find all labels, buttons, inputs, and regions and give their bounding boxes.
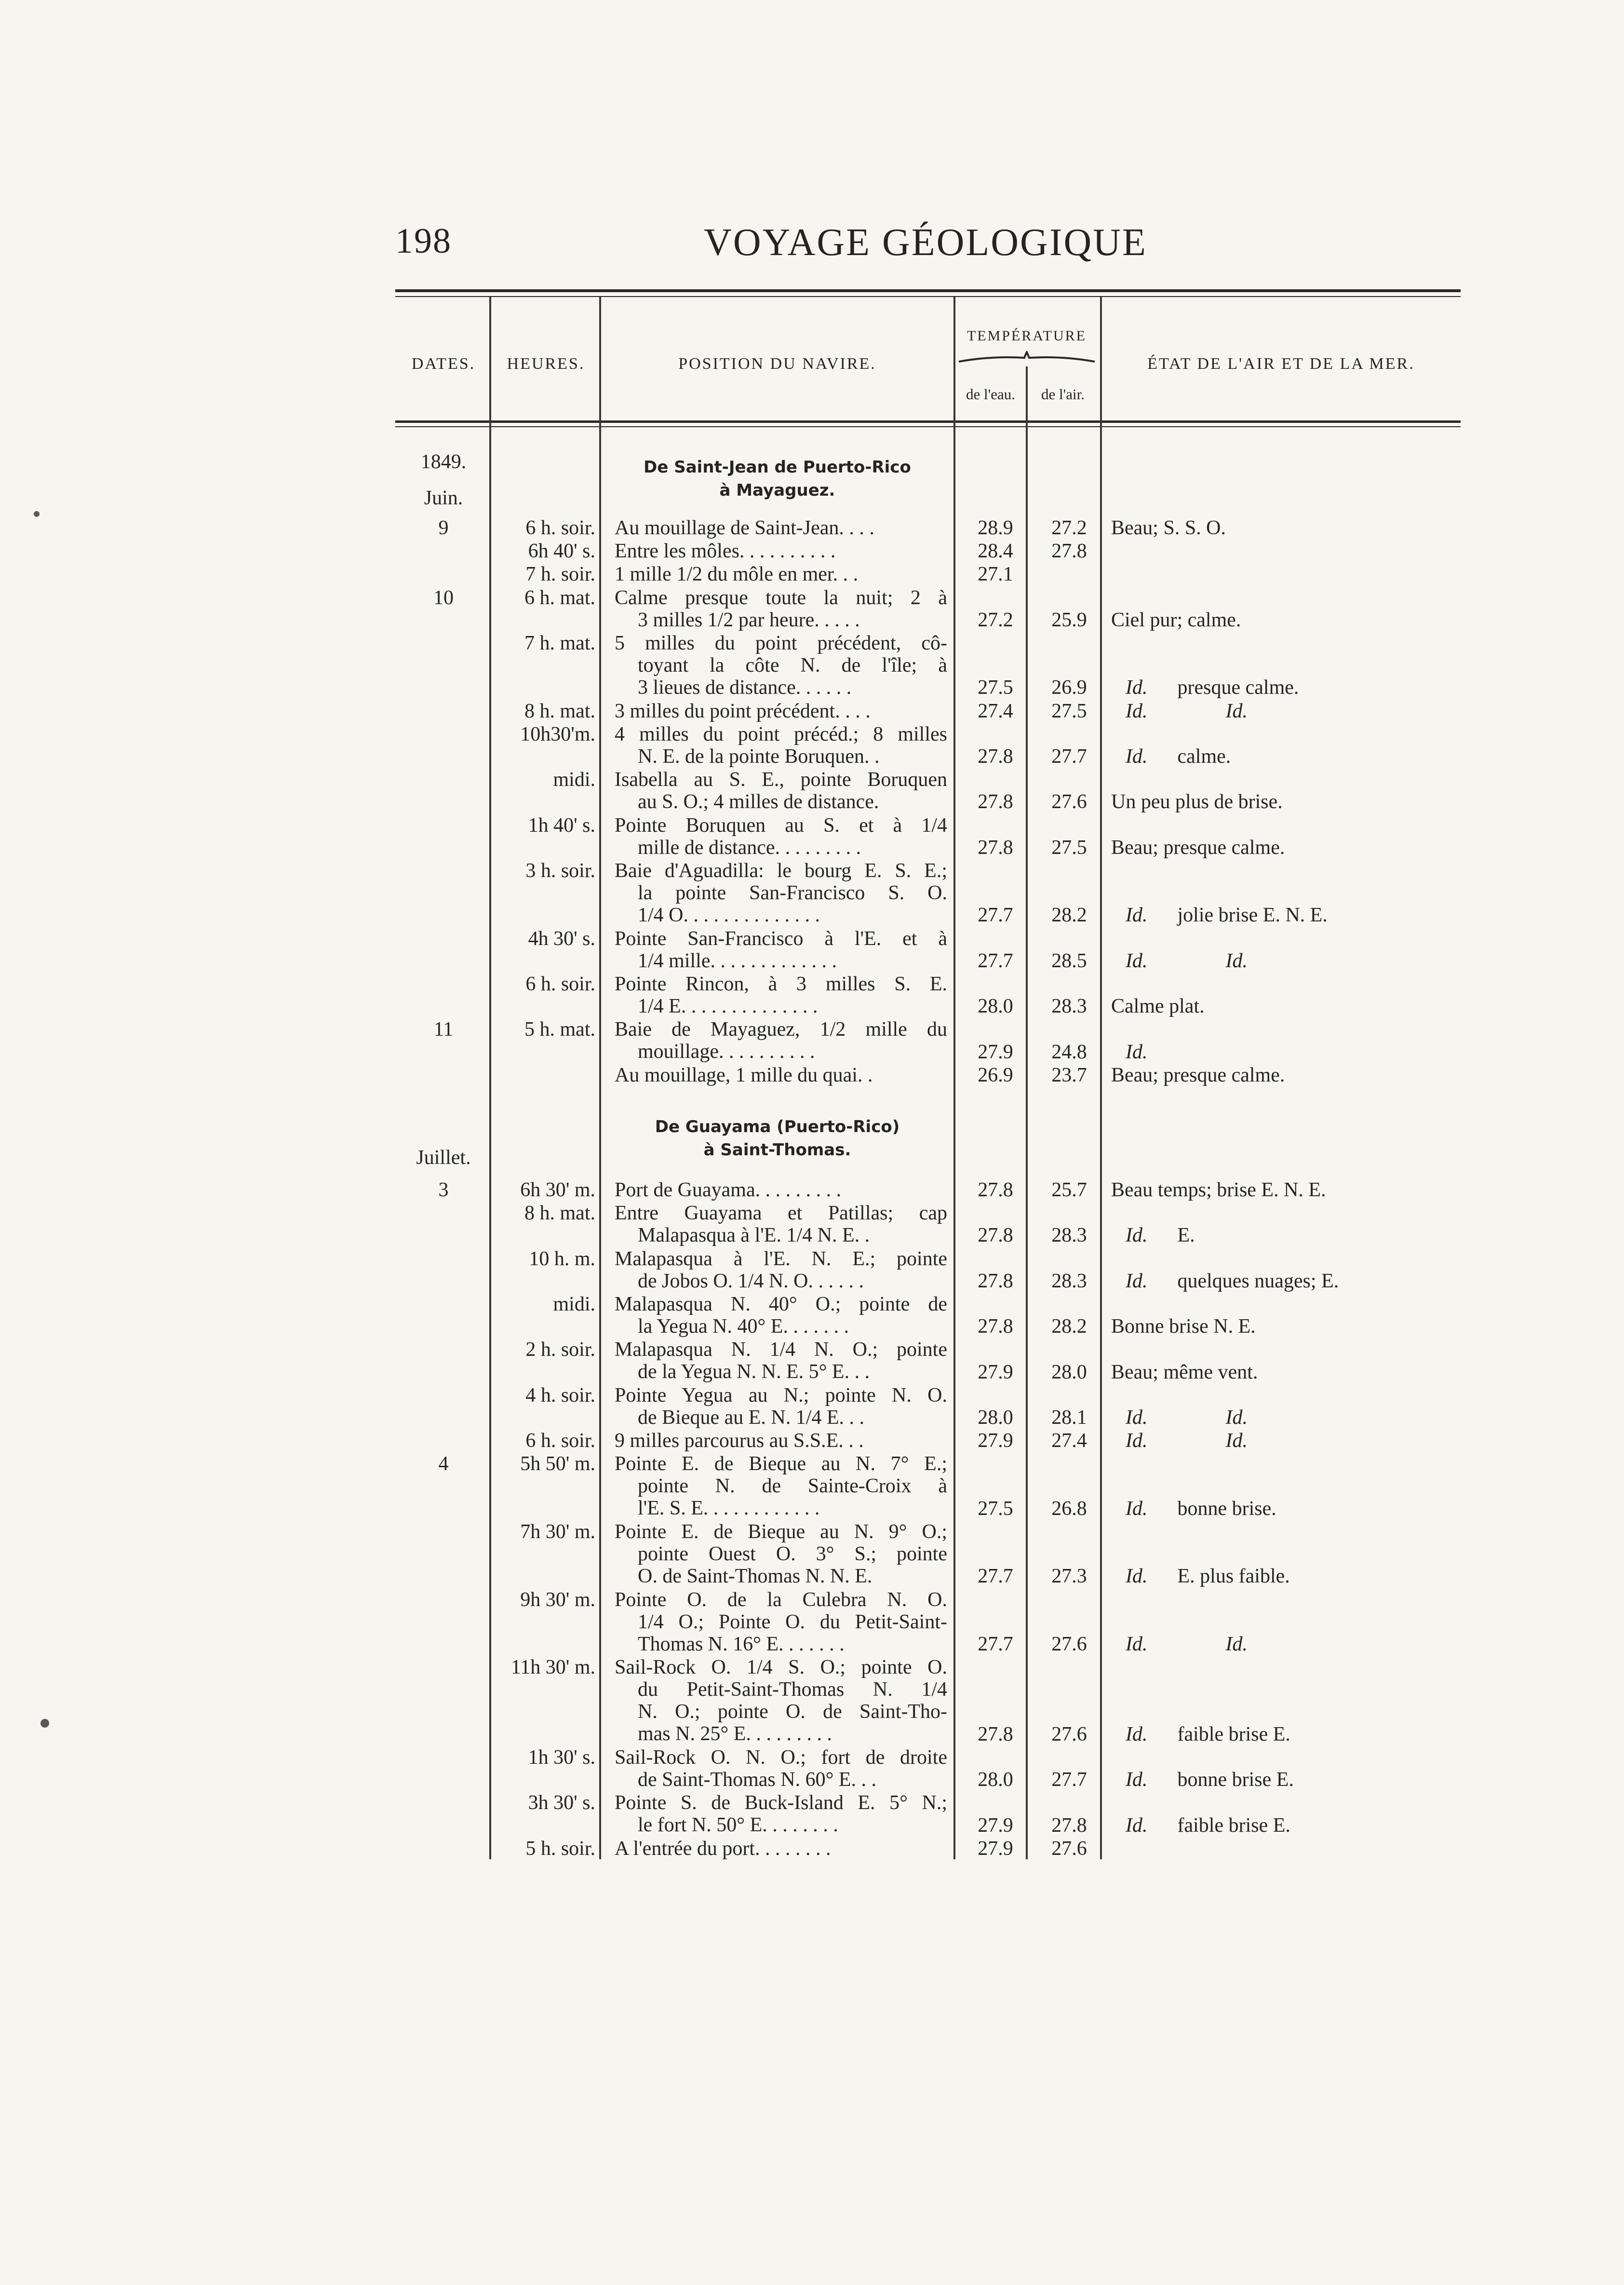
col-position-header: POSITION DU NAVIRE. xyxy=(678,355,876,373)
row-hour: 3 h. soir. xyxy=(525,860,595,882)
row-temp-eau: 27.4 xyxy=(978,700,1013,722)
row-position xyxy=(615,587,947,631)
position-line: 1/4 E. . . . . . . . . . . . . . xyxy=(638,995,818,1017)
row-temp-air: 27.2 xyxy=(1051,517,1087,539)
etat-idem: Id. xyxy=(1126,904,1148,927)
col-air-header: de l'air. xyxy=(1041,386,1085,403)
row-etat xyxy=(1111,1565,1458,1587)
row-position xyxy=(615,563,947,585)
position-line: 1/4 O.; Pointe O. du Petit-Saint- xyxy=(638,1610,947,1633)
row-position xyxy=(615,1521,947,1587)
col-eau-header: de l'eau. xyxy=(966,386,1015,403)
row-date: 3 xyxy=(438,1179,449,1201)
etat-idem: Id. xyxy=(1126,1041,1148,1063)
position-line: A l'entrée du port. . . . . . . . xyxy=(615,1837,831,1860)
position-line: 9 milles parcourus au S.S.E. . . xyxy=(615,1430,864,1452)
position-line: de Bieque au E. N. 1/4 E. . . xyxy=(638,1406,865,1429)
row-temp-eau: 28.0 xyxy=(978,1406,1013,1429)
ink-speck xyxy=(40,1719,49,1728)
row-position xyxy=(615,973,947,1017)
row-temp-air: 24.8 xyxy=(1051,1041,1087,1063)
row-position xyxy=(615,860,947,926)
position-line: 5 milles du point précédent, cô- xyxy=(615,632,947,654)
etat-text: E. plus faible. xyxy=(1177,1565,1290,1588)
top-thin-rule xyxy=(395,296,1461,297)
row-etat xyxy=(1111,1430,1458,1452)
row-hour: 11h 30' m. xyxy=(510,1656,595,1679)
row-temp-air: 27.4 xyxy=(1051,1430,1087,1452)
row-hour: 6 h. soir. xyxy=(525,973,595,995)
row-etat xyxy=(1111,1270,1458,1292)
position-line: 3 lieues de distance. . . . . . xyxy=(638,676,852,699)
etat-idem: Id. xyxy=(1126,1224,1148,1247)
row-temp-eau: 27.8 xyxy=(978,1179,1013,1201)
etat-idem: Id. xyxy=(1126,676,1148,699)
page-header xyxy=(395,216,1456,274)
row-hour: 5 h. mat. xyxy=(524,1018,595,1041)
position-line: O. de Saint-Thomas N. N. E. xyxy=(638,1565,872,1587)
row-hour: 6 h. mat. xyxy=(524,586,595,609)
row-temp-eau: 27.1 xyxy=(978,563,1013,586)
row-etat xyxy=(1111,676,1458,699)
position-line: Baie d'Aguadilla: le bourg E. S. E.; xyxy=(615,860,947,882)
row-etat xyxy=(1111,1224,1458,1246)
row-temp-eau: 27.8 xyxy=(978,1224,1013,1247)
date-label: Juin. xyxy=(424,487,463,509)
row-position xyxy=(615,540,947,562)
position-line: Pointe Yegua au N.; pointe N. O. xyxy=(615,1384,947,1406)
position-line: de Saint-Thomas N. 60° E. . . xyxy=(638,1769,877,1791)
etat-idem: Id. xyxy=(1126,1270,1148,1292)
row-date: 11 xyxy=(433,1018,454,1041)
row-hour: 8 h. mat. xyxy=(524,1202,595,1225)
row-hour: 6 h. soir. xyxy=(525,1430,595,1452)
row-temp-air: 27.6 xyxy=(1051,1837,1087,1860)
row-position xyxy=(615,769,947,813)
etat-idem: Id. xyxy=(1126,1406,1148,1429)
etat-text: Beau; presque calme. xyxy=(1111,1064,1285,1086)
etat-text: Un peu plus de brise. xyxy=(1111,791,1283,813)
row-temp-air: 27.6 xyxy=(1051,1633,1087,1655)
position-line: pointe Ouest O. 3° S.; pointe xyxy=(638,1543,947,1565)
row-etat xyxy=(1111,1498,1458,1520)
row-position xyxy=(615,1064,947,1086)
date-label: Juillet. xyxy=(416,1147,471,1169)
row-temp-eau: 28.4 xyxy=(978,540,1013,563)
row-position xyxy=(615,814,947,859)
row-temp-air: 28.1 xyxy=(1051,1406,1087,1429)
section-title xyxy=(600,1115,954,1162)
row-temp-eau: 27.7 xyxy=(978,904,1013,927)
row-temp-eau: 28.0 xyxy=(978,1769,1013,1791)
row-hour: 4 h. soir. xyxy=(525,1384,595,1406)
row-etat xyxy=(1111,1041,1458,1063)
position-line: 4 milles du point précéd.; 8 milles xyxy=(615,723,947,745)
position-line: Entre les môles. . . . . . . . . . xyxy=(615,540,836,563)
section-title-line: à Saint-Thomas. xyxy=(703,1140,851,1160)
section-title-line: De Saint-Jean de Puerto-Rico xyxy=(644,458,911,477)
etat-text: Bonne brise N. E. xyxy=(1111,1315,1256,1338)
row-position xyxy=(615,1339,947,1383)
etat-text: Beau; même vent. xyxy=(1111,1361,1258,1383)
row-etat xyxy=(1111,904,1458,926)
position-line: 1/4 mille. . . . . . . . . . . . . xyxy=(638,949,837,972)
temperature-brace xyxy=(957,351,1097,365)
etat-idem: Id. xyxy=(1225,700,1248,722)
row-temp-eau: 28.9 xyxy=(978,517,1013,539)
position-line: N. O.; pointe O. de Saint-Tho- xyxy=(638,1701,947,1723)
row-etat xyxy=(1111,745,1458,768)
position-line: Thomas N. 16° E. . . . . . . xyxy=(638,1633,845,1655)
row-temp-eau: 27.9 xyxy=(978,1041,1013,1063)
row-temp-air: 27.7 xyxy=(1051,1769,1087,1791)
etat-idem: Id. xyxy=(1126,1565,1148,1588)
row-etat xyxy=(1111,1633,1458,1655)
row-temp-air: 26.9 xyxy=(1051,676,1087,699)
row-etat xyxy=(1111,1179,1458,1201)
position-line: la pointe San-Francisco S. O. xyxy=(638,882,947,904)
row-temp-air: 28.3 xyxy=(1051,995,1087,1018)
row-temp-eau: 27.5 xyxy=(978,676,1013,699)
row-etat xyxy=(1111,1064,1458,1086)
row-hour: 1h 30' s. xyxy=(528,1746,595,1769)
row-temp-eau: 27.9 xyxy=(978,1814,1013,1837)
position-line: Port de Guayama. . . . . . . . . xyxy=(615,1179,842,1201)
position-line: du Petit-Saint-Thomas N. 1/4 xyxy=(638,1678,947,1701)
row-position xyxy=(615,928,947,972)
position-line: l'E. S. E. . . . . . . . . . . . xyxy=(638,1497,820,1520)
col-etat-header: ÉTAT DE L'AIR ET DE LA MER. xyxy=(1147,355,1415,373)
row-etat xyxy=(1111,1769,1458,1791)
row-temp-air: 26.8 xyxy=(1051,1497,1087,1520)
etat-idem: Id. xyxy=(1126,700,1148,722)
position-line: 3 milles du point précédent. . . . xyxy=(615,700,871,722)
etat-text: faible brise E. xyxy=(1177,1723,1290,1745)
col-heures-header: HEURES. xyxy=(507,355,585,373)
row-hour: 8 h. mat. xyxy=(524,700,595,722)
etat-text: bonne brise. xyxy=(1177,1497,1276,1520)
row-hour: 5h 50' m. xyxy=(520,1453,595,1475)
row-temp-air: 23.7 xyxy=(1051,1064,1087,1086)
row-temp-air: 28.3 xyxy=(1051,1270,1087,1292)
position-line: 3 milles 1/2 par heure. . . . . xyxy=(638,608,860,631)
position-line: mouillage. . . . . . . . . . xyxy=(638,1041,815,1063)
position-line: Pointe O. de la Culebra N. O. xyxy=(615,1588,947,1611)
etat-text: presque calme. xyxy=(1177,676,1299,699)
etat-text: jolie brise E. N. E. xyxy=(1177,904,1328,927)
etat-text: Calme plat. xyxy=(1111,995,1205,1018)
row-position xyxy=(615,632,947,699)
position-line: Pointe E. de Bieque au N. 9° O.; xyxy=(615,1521,947,1543)
section-title-line: De Guayama (Puerto-Rico) xyxy=(655,1117,900,1136)
position-line: Malapasqua à l'E. N. E.; pointe xyxy=(615,1247,947,1270)
row-temp-air: 27.8 xyxy=(1051,540,1087,563)
position-line: le fort N. 50° E. . . . . . . . xyxy=(638,1814,838,1837)
row-temp-eau: 26.9 xyxy=(978,1064,1013,1086)
row-temp-eau: 27.8 xyxy=(978,836,1013,859)
row-position xyxy=(615,517,947,539)
row-hour: 1h 40' s. xyxy=(528,814,595,837)
position-line: mas N. 25° E. . . . . . . . . xyxy=(638,1723,832,1745)
etat-idem: Id. xyxy=(1225,949,1248,972)
position-line: mille de distance. . . . . . . . . xyxy=(638,836,861,859)
row-temp-air: 25.9 xyxy=(1051,608,1087,631)
row-temp-eau: 27.7 xyxy=(978,949,1013,972)
row-etat xyxy=(1111,609,1458,631)
etat-idem: Id. xyxy=(1126,745,1148,768)
row-position xyxy=(615,1656,947,1745)
running-title: VOYAGE GÉOLOGIQUE xyxy=(704,221,1147,264)
row-etat xyxy=(1111,1361,1458,1383)
position-line: 1/4 O. . . . . . . . . . . . . . xyxy=(638,904,820,926)
position-line: Malapasqua à l'E. 1/4 N. E. . xyxy=(638,1224,870,1247)
row-temp-air: 27.5 xyxy=(1051,700,1087,722)
etat-text: bonne brise E. xyxy=(1177,1769,1294,1791)
col-temperature-header: TEMPÉRATURE xyxy=(966,328,1087,344)
row-hour: 7 h. soir. xyxy=(525,563,595,586)
position-line: 1 mille 1/2 du môle en mer. . . xyxy=(615,563,859,586)
row-temp-air: 27.3 xyxy=(1051,1565,1087,1588)
position-line: Baie de Mayaguez, 1/2 mille du xyxy=(615,1018,947,1041)
etat-text: quelques nuages; E. xyxy=(1177,1270,1339,1292)
page-number: 198 xyxy=(395,221,452,261)
position-line: Malapasqua N. 1/4 N. O.; pointe xyxy=(615,1339,947,1361)
row-temp-eau: 27.8 xyxy=(978,1315,1013,1338)
position-line: Pointe Boruquen au S. et à 1/4 xyxy=(615,814,947,837)
header-bottom-thin-rule xyxy=(395,426,1461,427)
row-etat xyxy=(1111,1723,1458,1745)
row-etat xyxy=(1111,1814,1458,1837)
etat-idem: Id. xyxy=(1126,1430,1148,1452)
row-date: 10 xyxy=(433,586,454,609)
position-line: au S. O.; 4 milles de distance. xyxy=(638,791,879,813)
etat-text: E. xyxy=(1177,1224,1195,1247)
etat-idem: Id. xyxy=(1126,1814,1148,1837)
etat-idem: Id. xyxy=(1126,1497,1148,1520)
position-line: Entre Guayama et Patillas; cap xyxy=(615,1202,947,1225)
position-line: de la Yegua N. N. E. 5° E. . . xyxy=(638,1361,870,1383)
row-hour: 7h 30' m. xyxy=(520,1521,595,1543)
ink-speck xyxy=(34,511,40,517)
header-bottom-thick-rule xyxy=(395,420,1461,423)
row-temp-eau: 27.7 xyxy=(978,1565,1013,1588)
row-temp-eau: 28.0 xyxy=(978,995,1013,1018)
etat-idem: Id. xyxy=(1225,1406,1248,1429)
row-temp-eau: 27.2 xyxy=(978,608,1013,631)
row-position xyxy=(615,1248,947,1292)
position-line: de Jobos O. 1/4 N. O. . . . . . xyxy=(638,1270,864,1292)
etat-idem: Id. xyxy=(1126,949,1148,972)
row-etat xyxy=(1111,837,1458,859)
row-etat xyxy=(1111,700,1458,722)
row-position xyxy=(615,1838,947,1860)
row-temp-eau: 27.8 xyxy=(978,745,1013,768)
position-line: Sail-Rock O. N. O.; fort de droite xyxy=(615,1746,947,1769)
row-hour: 10h30'm. xyxy=(520,723,595,745)
position-line: N. E. de la pointe Boruquen. . xyxy=(638,745,880,768)
position-line: pointe N. de Sainte-Croix à xyxy=(638,1475,947,1498)
position-line: Calme presque toute la nuit; 2 à xyxy=(615,586,947,609)
col-divider-3 xyxy=(953,297,955,1859)
row-etat xyxy=(1111,791,1458,813)
row-temp-eau: 27.9 xyxy=(978,1430,1013,1452)
row-etat xyxy=(1111,517,1458,539)
row-hour: 5 h. soir. xyxy=(525,1837,595,1860)
row-temp-air: 27.6 xyxy=(1051,791,1087,813)
etat-text: Beau; presque calme. xyxy=(1111,836,1285,859)
top-thick-rule xyxy=(395,289,1461,292)
etat-text: calme. xyxy=(1177,745,1231,768)
row-position xyxy=(615,1589,947,1655)
row-temp-eau: 27.8 xyxy=(978,791,1013,813)
row-temp-air: 27.7 xyxy=(1051,745,1087,768)
row-position xyxy=(615,1202,947,1246)
position-line: la Yegua N. 40° E. . . . . . . xyxy=(638,1315,849,1338)
row-temp-air: 28.2 xyxy=(1051,1315,1087,1338)
row-hour: 6 h. soir. xyxy=(525,517,595,539)
row-temp-air: 28.3 xyxy=(1051,1224,1087,1247)
row-position xyxy=(615,723,947,768)
row-hour: 2 h. soir. xyxy=(525,1339,595,1361)
row-hour: 4h 30' s. xyxy=(528,927,595,950)
etat-idem: Id. xyxy=(1126,1723,1148,1745)
etat-text: Ciel pur; calme. xyxy=(1111,608,1241,631)
row-position xyxy=(615,1293,947,1338)
position-line: Pointe San-Francisco à l'E. et à xyxy=(615,927,947,950)
row-etat xyxy=(1111,1315,1458,1338)
row-hour: 9h 30' m. xyxy=(520,1588,595,1611)
etat-text: faible brise E. xyxy=(1177,1814,1290,1837)
position-line: Sail-Rock O. 1/4 S. O.; pointe O. xyxy=(615,1656,947,1679)
position-line: Au mouillage, 1 mille du quai. . xyxy=(615,1064,873,1086)
section-title-line: à Mayaguez. xyxy=(719,481,835,500)
row-hour: 10 h. m. xyxy=(529,1247,595,1270)
position-line: Isabella au S. E., pointe Boruquen xyxy=(615,769,947,791)
row-position xyxy=(615,1430,947,1452)
section-title xyxy=(600,456,954,502)
row-position xyxy=(615,1179,947,1201)
position-line: Au mouillage de Saint-Jean. . . . xyxy=(615,517,874,539)
row-hour: 7 h. mat. xyxy=(524,632,595,654)
col-divider-2 xyxy=(599,297,601,1859)
row-temp-eau: 27.5 xyxy=(978,1497,1013,1520)
row-date: 9 xyxy=(438,517,449,539)
row-position xyxy=(615,1746,947,1791)
row-temp-eau: 27.7 xyxy=(978,1633,1013,1655)
etat-idem: Id. xyxy=(1126,1769,1148,1791)
row-temp-air: 27.8 xyxy=(1051,1814,1087,1837)
row-etat xyxy=(1111,950,1458,972)
position-line: Pointe Rincon, à 3 milles S. E. xyxy=(615,973,947,995)
row-temp-air: 28.5 xyxy=(1051,949,1087,972)
etat-idem: Id. xyxy=(1225,1633,1248,1655)
row-etat xyxy=(1111,1406,1458,1429)
row-temp-eau: 27.9 xyxy=(978,1837,1013,1860)
position-line: Pointe S. de Buck-Island E. 5° N.; xyxy=(615,1792,947,1814)
row-temp-air: 25.7 xyxy=(1051,1179,1087,1201)
row-temp-air: 28.2 xyxy=(1051,904,1087,927)
etat-idem: Id. xyxy=(1225,1430,1248,1452)
row-hour: 6h 30' m. xyxy=(520,1179,595,1201)
row-temp-air: 27.5 xyxy=(1051,836,1087,859)
row-etat xyxy=(1111,995,1458,1017)
position-line: Malapasqua N. 40° O.; pointe de xyxy=(615,1293,947,1315)
row-position xyxy=(615,1453,947,1519)
position-line: Pointe E. de Bieque au N. 7° E.; xyxy=(615,1453,947,1475)
row-temp-air: 27.6 xyxy=(1051,1723,1087,1745)
row-hour: 3h 30' s. xyxy=(528,1792,595,1814)
row-hour: midi. xyxy=(553,769,595,791)
row-position xyxy=(615,1384,947,1429)
etat-text: Beau temps; brise E. N. E. xyxy=(1111,1179,1326,1201)
etat-text: Beau; S. S. O. xyxy=(1111,517,1226,539)
row-temp-air: 28.0 xyxy=(1051,1361,1087,1383)
etat-idem: Id. xyxy=(1126,1633,1148,1655)
position-line: toyant la côte N. de l'île; à xyxy=(638,654,947,676)
row-position xyxy=(615,1792,947,1836)
row-temp-eau: 27.8 xyxy=(978,1270,1013,1292)
row-temp-eau: 27.9 xyxy=(978,1361,1013,1383)
row-date: 4 xyxy=(438,1453,449,1475)
date-label: 1849. xyxy=(420,451,467,473)
row-position xyxy=(615,700,947,722)
row-temp-eau: 27.8 xyxy=(978,1723,1013,1745)
row-hour: 6h 40' s. xyxy=(528,540,595,563)
row-position xyxy=(615,1018,947,1063)
row-hour: midi. xyxy=(553,1293,595,1315)
col-dates-header: DATES. xyxy=(411,355,476,373)
